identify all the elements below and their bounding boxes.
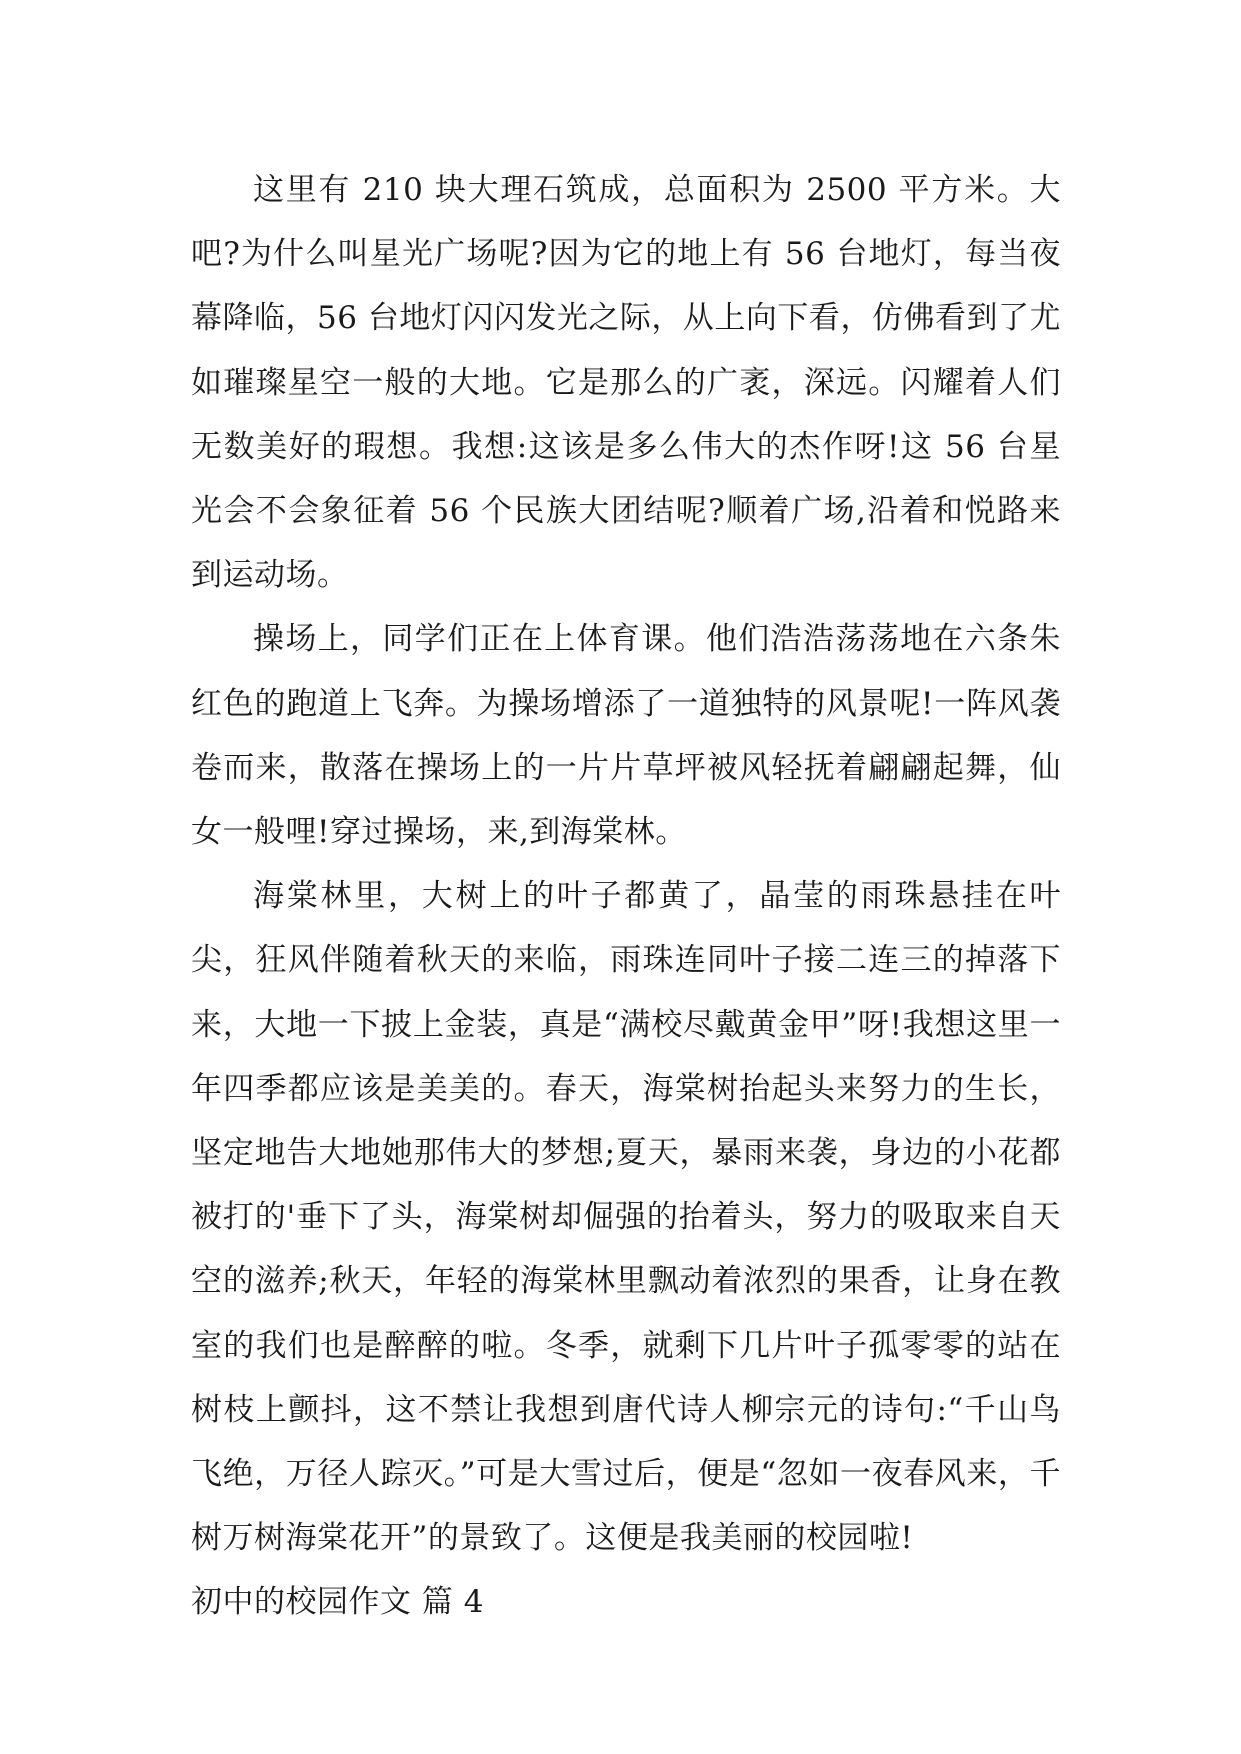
section-heading: 初中的校园作文 篇 4 <box>191 1584 484 1621</box>
document-page <box>191 158 1061 1635</box>
paragraph-begonia-grove: 海棠林里，大树上的叶子都黄了，晶莹的雨珠悬挂在叶尖，狂风伴随着秋天的来临，雨珠连同叶子接二连三的掉落下来，大地一下披上金装，真是“满校尽戴黄金甲”呀!我想这里一年四季都应该是美美的。春天，海棠树抬起头来努力的生长，坚定地告大地她那伟大的梦想;夏天，暴雨来袭，身边的小花都被打的'垂下了头，海棠树却倔强的抬着头，努力的吸取来自天空的滋养;秋天，年轻的海棠林里飘动着浓烈的果香，让身在教室的我们也是醉醉的啦。冬季，就剩下几片叶子孤零零的站在树枝上颤抖，这不禁让我想到唐代诗人柳宗元的诗句:“千山鸟飞绝，万径人踪灭。”可是大雪过后，便是“忽如一夜春风来，千树万树海棠花开”的景致了。这便是我美丽的校园啦! <box>191 878 1061 1557</box>
paragraph-star-square: 这里有 210 块大理石筑成，总面积为 2500 平方米。大吧?为什么叫星光广场呢?因为它的地上有 56 台地灯，每当夜幕降临，56 台地灯闪闪发光之际，从上向下看，仿佛看到了尤如璀璨星空一般的大地。它是那么的广袤，深远。闪耀着人们无数美好的瑕想。我想:这该是多么伟大的杰作呀!这 56 台星光会不会象征着 56 个民族大团结呢?顺着广场,沿着和悦路来到运动场。 <box>191 172 1061 594</box>
paragraph-playground: 操场上，同学们正在上体育课。他们浩浩荡荡地在六条朱红色的跑道上飞奔。为操场增添了一道独特的风景呢!一阵风袭卷而来，散落在操场上的一片片草坪被风轻抚着翩翩起舞，仙女一般哩!穿过操场，来,到海棠林。 <box>191 621 1061 851</box>
